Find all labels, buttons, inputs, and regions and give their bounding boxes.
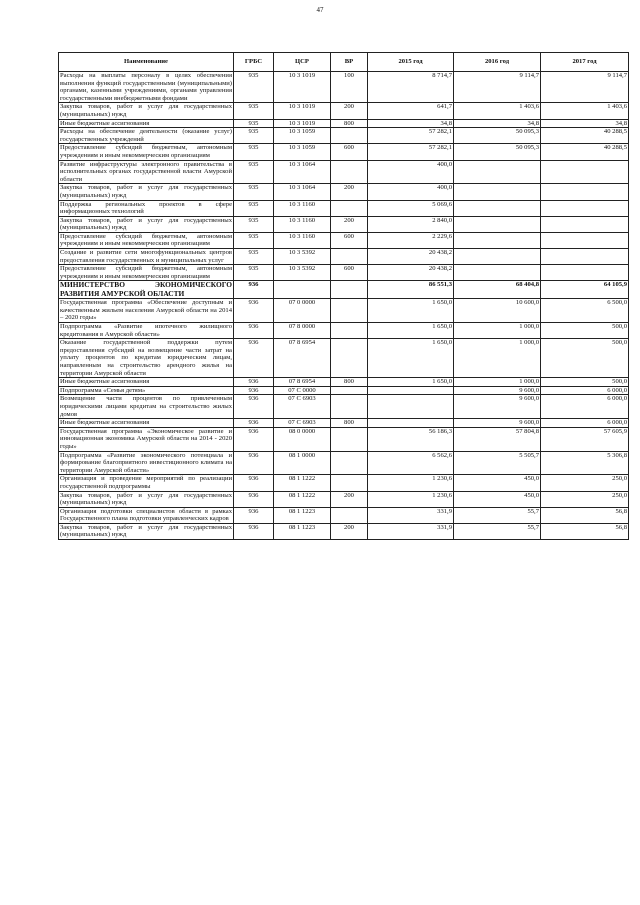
cell-csr: 08 1 0000	[274, 451, 331, 475]
cell-2016: 55,7	[454, 523, 541, 539]
cell-csr: 10 3 5392	[274, 249, 331, 265]
cell-csr: 10 3 1019	[274, 103, 331, 119]
cell-2015: 1 650,0	[368, 378, 454, 387]
header-name: Наименование	[59, 53, 234, 72]
budget-table	[58, 52, 629, 540]
cell-name: Подпрограмма «Развитие ипотечного жилищного кредитования в Амурской области»	[60, 323, 232, 338]
cell-2015: 86 551,3	[368, 281, 454, 299]
table-row	[59, 299, 629, 323]
cell-name: Иные бюджетные ассигнования	[59, 119, 234, 128]
cell-2017: 6 000,0	[541, 419, 629, 428]
cell-name: Иные бюджетные ассигнования	[59, 378, 234, 387]
cell-2015: 1 650,0	[368, 323, 454, 339]
cell-grbs: 936	[234, 378, 274, 387]
cell-2016: 9 600,0	[454, 395, 541, 419]
table-row	[59, 427, 629, 451]
ministry-row	[59, 281, 629, 299]
cell-2017: 500,0	[541, 339, 629, 378]
table-row	[59, 103, 629, 119]
cell-csr: 07 С 0000	[274, 386, 331, 395]
cell-grbs: 936	[234, 386, 274, 395]
cell-2017: 500,0	[541, 323, 629, 339]
cell-2017: 5 306,8	[541, 451, 629, 475]
cell-2015: 2 229,6	[368, 232, 454, 248]
cell-vr	[331, 128, 368, 144]
header-csr: ЦСР	[274, 53, 331, 72]
cell-name: Подпрограмма «Развитие экономического потенциала и формирование благоприятного инвестиционного климата на территории Амурской области»	[60, 451, 232, 474]
table-row	[59, 491, 629, 507]
cell-2015: 1 230,6	[368, 475, 454, 491]
cell-grbs: 936	[234, 281, 274, 299]
cell-csr: 08 1 1222	[274, 475, 331, 491]
cell-csr: 10 3 1064	[274, 160, 331, 184]
cell-2016: 450,0	[454, 475, 541, 491]
cell-2016	[454, 216, 541, 232]
cell-csr: 10 3 1019	[274, 119, 331, 128]
header-2016: 2016 год	[454, 53, 541, 72]
cell-grbs: 936	[234, 299, 274, 323]
cell-2017	[541, 265, 629, 281]
cell-2017: 500,0	[541, 378, 629, 387]
cell-2015: 331,9	[368, 507, 454, 523]
cell-2016	[454, 160, 541, 184]
cell-vr: 200	[331, 103, 368, 119]
cell-vr	[331, 339, 368, 378]
cell-name: Оказание государственной поддержки путем предоставления субсидий на возмещение части затрат на уплату процентов по кредитам юридическим лицам, направленным на строительство арендного жилья на территории Амурской области	[60, 339, 232, 377]
cell-csr: 08 1 1223	[274, 523, 331, 539]
cell-2017: 56,8	[541, 523, 629, 539]
cell-grbs: 936	[234, 419, 274, 428]
cell-2016	[454, 184, 541, 200]
cell-name: Закупка товаров, работ и услуг для государственных (муниципальных) нужд	[60, 103, 232, 118]
cell-grbs: 936	[234, 507, 274, 523]
cell-vr: 800	[331, 419, 368, 428]
table-row	[59, 184, 629, 200]
cell-2015: 57 282,1	[368, 128, 454, 144]
cell-csr: 08 1 1223	[274, 507, 331, 523]
cell-2016: 1 000,0	[454, 378, 541, 387]
cell-2015: 6 562,6	[368, 451, 454, 475]
cell-grbs: 935	[234, 249, 274, 265]
cell-name: Государственная программа «Обеспечение доступным и качественным жильем населения Амурской области на 2014 – 2020 годы»	[60, 299, 232, 322]
cell-2015: 8 714,7	[368, 72, 454, 103]
cell-vr	[331, 200, 368, 216]
cell-name: Подпрограмма «Семья детям»	[59, 386, 234, 395]
cell-2017: 6 000,0	[541, 395, 629, 419]
cell-2017: 40 288,5	[541, 144, 629, 160]
cell-2016: 57 804,8	[454, 427, 541, 451]
cell-grbs: 935	[234, 72, 274, 103]
cell-csr: 10 3 5392	[274, 265, 331, 281]
cell-2016	[454, 249, 541, 265]
cell-2015: 331,9	[368, 523, 454, 539]
cell-2015: 57 282,1	[368, 144, 454, 160]
cell-grbs: 936	[234, 395, 274, 419]
cell-grbs: 936	[234, 427, 274, 451]
table-row	[59, 395, 629, 419]
cell-vr	[331, 395, 368, 419]
cell-2015	[368, 419, 454, 428]
cell-csr: 07 8 6954	[274, 378, 331, 387]
cell-2017: 9 114,7	[541, 72, 629, 103]
cell-2015: 641,7	[368, 103, 454, 119]
cell-vr: 100	[331, 72, 368, 103]
cell-csr: 10 3 1160	[274, 232, 331, 248]
cell-2015: 1 650,0	[368, 339, 454, 378]
cell-name: Закупка товаров, работ и услуг для государственных (муниципальных) нужд	[60, 523, 232, 539]
cell-2017	[541, 249, 629, 265]
cell-2017: 6 500,0	[541, 299, 629, 323]
header-2017: 2017 год	[541, 53, 629, 72]
cell-grbs: 935	[234, 216, 274, 232]
cell-grbs: 935	[234, 103, 274, 119]
table-row	[59, 216, 629, 232]
cell-csr: 10 3 1059	[274, 144, 331, 160]
cell-grbs: 936	[234, 523, 274, 539]
cell-2015	[368, 386, 454, 395]
table-row	[59, 323, 629, 339]
cell-2016: 9 600,0	[454, 386, 541, 395]
cell-2015: 400,0	[368, 160, 454, 184]
cell-2017	[541, 200, 629, 216]
cell-2017	[541, 160, 629, 184]
cell-vr	[331, 299, 368, 323]
cell-2017: 56,8	[541, 507, 629, 523]
table-row	[59, 507, 629, 523]
table-row	[59, 249, 629, 265]
cell-vr	[331, 160, 368, 184]
header-grbs: ГРБС	[234, 53, 274, 72]
cell-grbs: 935	[234, 144, 274, 160]
table-row	[59, 386, 629, 395]
cell-2017	[541, 184, 629, 200]
cell-2016: 1 000,0	[454, 339, 541, 378]
table-row	[59, 200, 629, 216]
cell-name: Организация подготовки специалистов области в рамках Государственного плана подготовки управленческих кадров	[60, 507, 232, 523]
cell-2015: 34,8	[368, 119, 454, 128]
cell-name: Иные бюджетные ассигнования	[59, 419, 234, 428]
cell-2015	[368, 395, 454, 419]
header-2015: 2015 год	[368, 53, 454, 72]
cell-grbs: 936	[234, 323, 274, 339]
cell-2017: 250,0	[541, 475, 629, 491]
table-row	[59, 160, 629, 184]
cell-2016: 1 000,0	[454, 323, 541, 339]
cell-grbs: 936	[234, 475, 274, 491]
cell-vr: 800	[331, 378, 368, 387]
cell-grbs: 935	[234, 128, 274, 144]
cell-2016	[454, 265, 541, 281]
cell-csr: 07 С 6903	[274, 419, 331, 428]
cell-grbs: 935	[234, 232, 274, 248]
cell-2017: 64 105,9	[541, 281, 629, 299]
header-vr: ВР	[331, 53, 368, 72]
cell-vr: 200	[331, 216, 368, 232]
cell-2016: 5 505,7	[454, 451, 541, 475]
cell-name: Предоставление субсидий бюджетным, автономным учреждениям и иным некоммерческим организациям	[60, 265, 232, 280]
cell-name: Создание и развитие сети многофункциональных центров предоставления государственных и муниципальных услуг	[60, 249, 232, 264]
cell-csr: 07 8 6954	[274, 339, 331, 378]
cell-grbs: 935	[234, 265, 274, 281]
cell-2015: 56 186,3	[368, 427, 454, 451]
cell-csr: 07 С 6903	[274, 395, 331, 419]
table-header-row	[59, 53, 629, 72]
cell-2017: 6 000,0	[541, 386, 629, 395]
cell-2016: 9 114,7	[454, 72, 541, 103]
cell-vr	[331, 281, 368, 299]
cell-name: Закупка товаров, работ и услуг для государственных (муниципальных) нужд	[60, 184, 232, 199]
cell-csr: 10 3 1064	[274, 184, 331, 200]
cell-csr	[274, 281, 331, 299]
cell-2017: 250,0	[541, 491, 629, 507]
cell-2015: 400,0	[368, 184, 454, 200]
page-number: 47	[316, 6, 324, 14]
cell-grbs: 936	[234, 491, 274, 507]
cell-vr: 200	[331, 523, 368, 539]
cell-name: Предоставление субсидий бюджетным, автономным учреждениям и иным некоммерческим организациям	[60, 144, 232, 159]
cell-vr: 600	[331, 232, 368, 248]
cell-2016: 9 600,0	[454, 419, 541, 428]
cell-name: Расходы на выплаты персоналу в целях обеспечения выполнения функций государственными (муниципальными) органами, казенными учреждениями, органами управления государственными внебюджетными фондами	[60, 72, 232, 102]
cell-2016: 50 095,3	[454, 144, 541, 160]
table-row	[59, 265, 629, 281]
cell-2016: 50 095,3	[454, 128, 541, 144]
cell-vr: 800	[331, 119, 368, 128]
table-row	[59, 119, 629, 128]
cell-csr: 07 0 0000	[274, 299, 331, 323]
table-row	[59, 339, 629, 378]
cell-vr	[331, 507, 368, 523]
cell-vr	[331, 323, 368, 339]
cell-grbs: 936	[234, 451, 274, 475]
cell-vr	[331, 249, 368, 265]
cell-name: Предоставление субсидий бюджетным, автономным учреждениям и иным некоммерческим организациям	[60, 232, 232, 248]
cell-2016: 68 404,8	[454, 281, 541, 299]
table-row	[59, 128, 629, 144]
cell-name: МИНИСТЕРСТВО ЭКОНОМИЧЕСКОГО РАЗВИТИЯ АМУРСКОЙ ОБЛАСТИ	[60, 280, 232, 298]
cell-2016: 1 403,6	[454, 103, 541, 119]
cell-vr	[331, 386, 368, 395]
cell-2016: 10 600,0	[454, 299, 541, 323]
cell-2015: 20 438,2	[368, 265, 454, 281]
table-row	[59, 232, 629, 248]
cell-name: Закупка товаров, работ и услуг для государственных (муниципальных) нужд	[60, 216, 232, 232]
cell-2015: 2 840,0	[368, 216, 454, 232]
cell-vr: 600	[331, 144, 368, 160]
cell-vr	[331, 475, 368, 491]
cell-csr: 10 3 1059	[274, 128, 331, 144]
cell-vr: 600	[331, 265, 368, 281]
cell-vr: 200	[331, 491, 368, 507]
cell-2017	[541, 216, 629, 232]
cell-csr: 10 3 1019	[274, 72, 331, 103]
table-row	[59, 72, 629, 103]
table-body	[59, 72, 629, 540]
table-row	[59, 144, 629, 160]
cell-2015: 1 230,6	[368, 491, 454, 507]
cell-name: Развитие инфраструктуры электронного правительства в исполнительных органах государственной власти Амурской области	[60, 160, 232, 183]
cell-2016: 34,8	[454, 119, 541, 128]
cell-2015: 20 438,2	[368, 249, 454, 265]
cell-2016	[454, 232, 541, 248]
cell-grbs: 935	[234, 184, 274, 200]
cell-2017: 34,8	[541, 119, 629, 128]
cell-vr	[331, 427, 368, 451]
cell-2015: 5 069,6	[368, 200, 454, 216]
table-row	[59, 523, 629, 539]
cell-2016	[454, 200, 541, 216]
cell-2017: 57 605,9	[541, 427, 629, 451]
cell-grbs: 935	[234, 119, 274, 128]
table-row	[59, 451, 629, 475]
cell-csr: 08 1 1222	[274, 491, 331, 507]
cell-name: Возмещение части процентов по привлеченным юридическими лицами кредитам на строительство жилых домов	[60, 395, 232, 418]
cell-grbs: 936	[234, 339, 274, 378]
cell-2016: 55,7	[454, 507, 541, 523]
cell-csr: 08 0 0000	[274, 427, 331, 451]
cell-2017: 1 403,6	[541, 103, 629, 119]
cell-name: Поддержка региональных проектов в сфере информационных технологий	[60, 200, 232, 216]
cell-name: Закупка товаров, работ и услуг для государственных (муниципальных) нужд	[60, 491, 232, 507]
table-row	[59, 419, 629, 428]
cell-2016: 450,0	[454, 491, 541, 507]
cell-2015: 1 650,0	[368, 299, 454, 323]
table-row	[59, 378, 629, 387]
cell-csr: 07 8 0000	[274, 323, 331, 339]
cell-csr: 10 3 1160	[274, 216, 331, 232]
table-row	[59, 475, 629, 491]
cell-name: Расходы на обеспечение деятельности (оказание услуг) государственных учреждений	[60, 128, 232, 143]
cell-csr: 10 3 1160	[274, 200, 331, 216]
cell-2017: 40 288,5	[541, 128, 629, 144]
cell-grbs: 935	[234, 160, 274, 184]
cell-vr: 200	[331, 184, 368, 200]
cell-name: Государственная программа «Экономическое развитие и инновационная экономика Амурской области на 2014 - 2020 годы»	[60, 427, 232, 450]
cell-grbs: 935	[234, 200, 274, 216]
cell-2017	[541, 232, 629, 248]
cell-vr	[331, 451, 368, 475]
cell-name: Организация и проведение мероприятий по реализации государственной подпрограммы	[60, 475, 232, 490]
